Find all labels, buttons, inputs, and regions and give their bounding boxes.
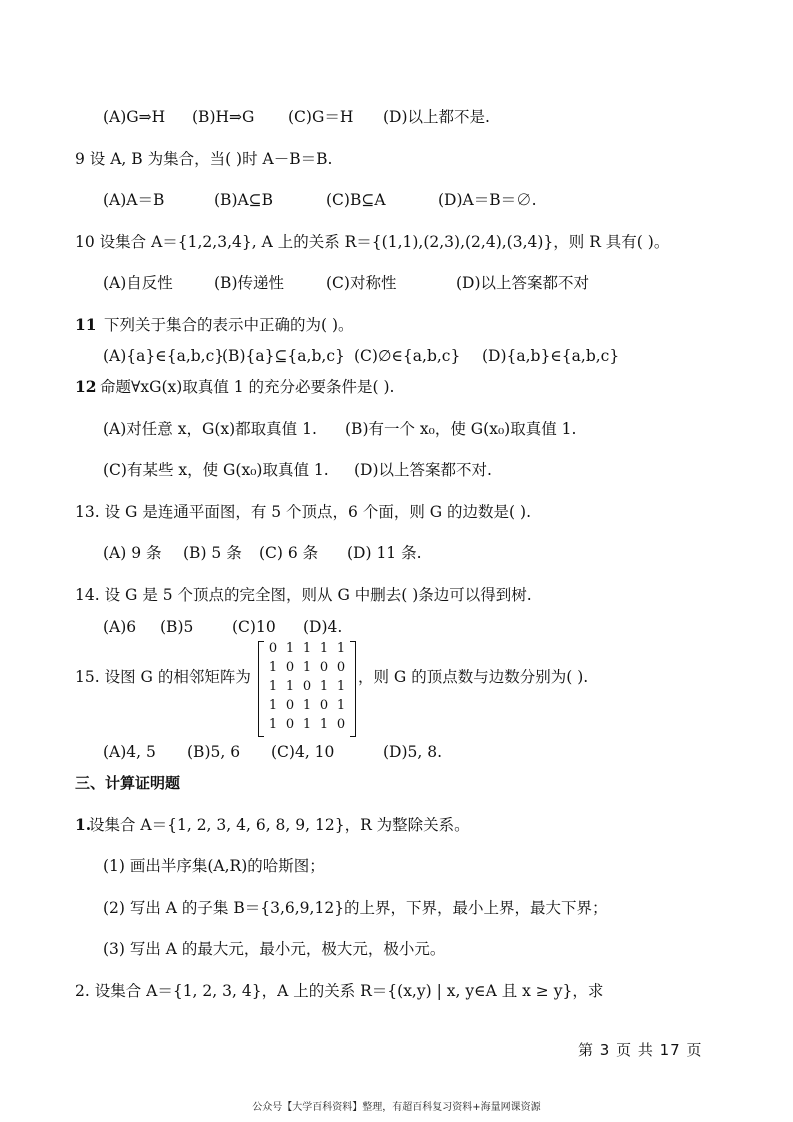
matrix-cell: 1 xyxy=(285,679,295,694)
matrix-cell: 0 xyxy=(285,698,295,713)
q8-option-a: (A)G⇒H xyxy=(103,108,166,126)
matrix-cell: 1 xyxy=(336,698,346,713)
footer-note: 公众号【大学百科资料】整理，有超百科复习资料+海量网课资源 xyxy=(252,1102,541,1113)
p2-stem: 2. 设集合 A＝{1, 2, 3, 4}，A 上的关系 R＝{(x,y) | x, y∈A 且 x ≥ y}，求 xyxy=(75,982,604,1000)
matrix-cell: 1 xyxy=(336,641,346,656)
p1-sub1: (1) 画出半序集(A,R)的哈斯图； xyxy=(103,857,325,875)
matrix-cell: 1 xyxy=(285,641,295,656)
p1-stem: 设集合 A＝{1, 2, 3, 4, 6, 8, 9, 12}，R 为整除关系。 xyxy=(89,816,470,834)
q14-option-c: (C)10 xyxy=(232,618,276,636)
q13-option-c: (C) 6 条 xyxy=(259,544,319,562)
q8-option-c: (C)G＝H xyxy=(288,108,354,126)
q11-number: 11 xyxy=(75,315,97,334)
q13-option-a: (A) 9 条 xyxy=(103,544,162,562)
q8-option-b: (B)H⇒G xyxy=(192,108,255,126)
matrix-cell: 1 xyxy=(268,660,278,675)
matrix-cell: 1 xyxy=(319,679,329,694)
matrix-cell: 1 xyxy=(319,717,329,732)
q12-option-b: (B)有一个 x₀，使 G(x₀)取真值 1. xyxy=(345,420,577,438)
p1-sub2: (2) 写出 A 的子集 B＝{3,6,9,12}的上界，下界，最小上界，最大下界； xyxy=(103,899,608,917)
q15-option-c: (C)4, 10 xyxy=(271,743,335,761)
matrix-cell: 0 xyxy=(336,660,346,675)
q13-stem: 13. 设 G 是连通平面图，有 5 个顶点，6 个面，则 G 的边数是( ). xyxy=(75,503,532,521)
q14-option-d: (D)4. xyxy=(303,618,343,636)
matrix-cell: 1 xyxy=(268,717,278,732)
q9-option-d: (D)A＝B＝∅. xyxy=(438,191,537,209)
q13-option-b: (B) 5 条 xyxy=(183,544,242,562)
matrix-cell: 1 xyxy=(302,698,312,713)
q12-option-c: (C)有某些 x，使 G(x₀)取真值 1. xyxy=(103,461,329,479)
q14-option-b: (B)5 xyxy=(160,618,194,636)
q11-stem: 下列关于集合的表示中正确的为( )。 xyxy=(104,316,354,334)
q9-option-b: (B)A⊆B xyxy=(214,191,274,209)
p1-sub3: (3) 写出 A 的最大元，最小元，极大元，极小元。 xyxy=(103,940,446,958)
matrix-row xyxy=(266,678,348,696)
q8-option-d: (D)以上都不是. xyxy=(383,108,490,126)
q10-option-d: (D)以上答案都不对 xyxy=(456,274,590,292)
q12-option-a: (A)对任意 x，G(x)都取真值 1. xyxy=(103,420,317,438)
matrix-cell: 0 xyxy=(285,717,295,732)
matrix-cell: 1 xyxy=(302,641,312,656)
section-title: 三、计算证明题 xyxy=(75,774,181,792)
q15-option-a: (A)4, 5 xyxy=(103,743,156,761)
q11-option-b: (B){a}⊆{a,b,c} xyxy=(222,347,345,365)
q14-stem: 14. 设 G 是 5 个顶点的完全图，则从 G 中删去( )条边可以得到树. xyxy=(75,586,532,604)
matrix-cell: 1 xyxy=(268,698,278,713)
matrix-cell: 0 xyxy=(268,641,278,656)
matrix-cell: 1 xyxy=(319,641,329,656)
q13-option-d: (D) 11 条. xyxy=(347,544,422,562)
matrix-row xyxy=(266,716,348,734)
q11-option-a: (A){a}∈{a,b,c} xyxy=(103,347,225,365)
matrix-cell: 0 xyxy=(319,660,329,675)
matrix-cell: 0 xyxy=(336,717,346,732)
q12-stem: 命题∀xG(x)取真值 1 的充分必要条件是( ). xyxy=(100,378,395,396)
matrix-cell: 1 xyxy=(268,679,278,694)
q10-option-c: (C)对称性 xyxy=(326,274,397,292)
q9-option-a: (A)A＝B xyxy=(103,191,165,209)
matrix-cell: 0 xyxy=(302,679,312,694)
q15-option-d: (D)5, 8. xyxy=(383,743,443,761)
matrix-row xyxy=(266,640,348,658)
p1-number: 1. xyxy=(75,815,92,834)
q10-option-b: (B)传递性 xyxy=(214,274,284,292)
q15-adjacency-matrix xyxy=(258,641,356,737)
q10-option-a: (A)自反性 xyxy=(103,274,173,292)
q15-stem-before: 15. 设图 G 的相邻矩阵为 xyxy=(75,668,251,686)
q12-number: 12 xyxy=(75,377,97,396)
matrix-cell: 1 xyxy=(302,717,312,732)
q15-stem-after: ，则 G 的顶点数与边数分别为( ). xyxy=(358,668,589,686)
matrix-cell: 0 xyxy=(319,698,329,713)
page-number: 第 3 页 共 17 页 xyxy=(578,1041,703,1059)
q9-stem: 9 设 A, B 为集合，当( )时 A－B＝B. xyxy=(75,150,333,168)
q10-stem: 10 设集合 A＝{1,2,3,4}, A 上的关系 R＝{(1,1),(2,3),(2,4),(3,4)}，则 R 具有( )。 xyxy=(75,233,670,251)
matrix-row xyxy=(266,659,348,677)
q9-option-c: (C)B⊆A xyxy=(326,191,386,209)
q15-option-b: (B)5, 6 xyxy=(187,743,241,761)
matrix-cell: 0 xyxy=(285,660,295,675)
q12-option-d: (D)以上答案都不对. xyxy=(354,461,492,479)
matrix-left-bracket xyxy=(258,641,264,737)
matrix-cell: 1 xyxy=(336,679,346,694)
matrix-row xyxy=(266,697,348,715)
q11-option-c: (C)∅∈{a,b,c} xyxy=(354,347,461,365)
matrix-right-bracket xyxy=(350,641,356,737)
q14-option-a: (A)6 xyxy=(103,618,137,636)
q11-option-d: (D){a,b}∈{a,b,c} xyxy=(482,347,620,365)
matrix-cell: 1 xyxy=(302,660,312,675)
